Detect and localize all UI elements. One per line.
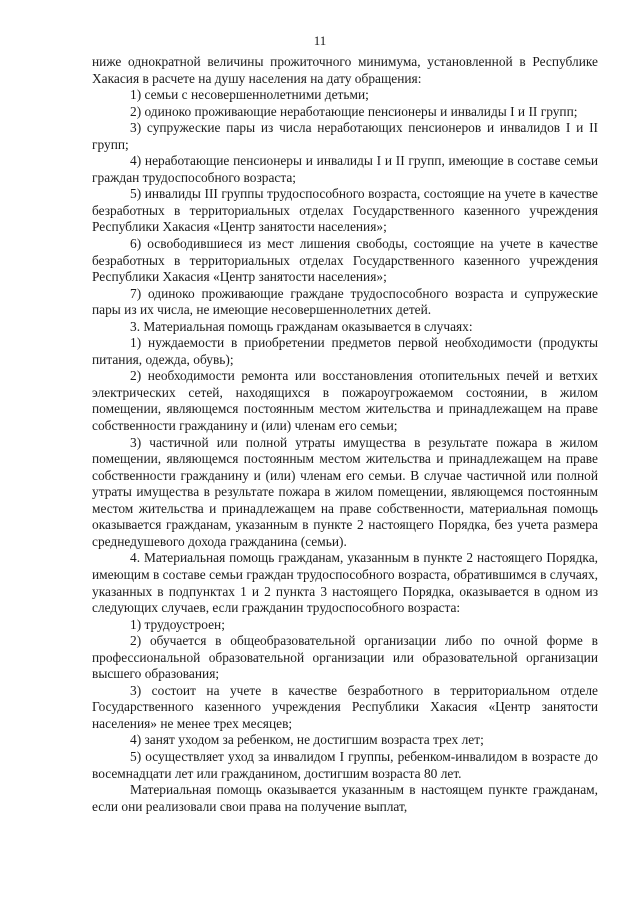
paragraph: 2) одиноко проживающие неработающие пенсионеры и инвалиды I и II групп;: [130, 103, 578, 119]
paragraph: 4. Материальная помощь гражданам, указанным в пункте 2 настоящего Порядка, имеющим в составе семьи граждан трудоспособного возраста, обратившимся в случаях, указанных в подпунктах 1 и 2 пункта 3 настоящего Порядка, оказывается в одном из следующих случаев, если гражданин трудоспособного возраста:: [92, 550, 598, 616]
paragraph: 5) осуществляет уход за инвалидом I группы, ребенком-инвалидом в возрасте до восемнадцати лет или гражданином, достигшим возраста 80 лет.: [92, 748, 598, 781]
paragraph: 3. Материальная помощь гражданам оказывается в случаях:: [130, 318, 473, 334]
document-body: [92, 54, 598, 815]
paragraph: ниже однократной величины прожиточного минимума, установленной в Республике Хакасия в расчете на душу населения на дату обращения:: [92, 54, 598, 86]
page-number: 11: [313, 33, 327, 48]
paragraph: 4) неработающие пенсионеры и инвалиды I и II групп, имеющие в составе семьи граждан трудоспособного возраста;: [92, 153, 598, 185]
paragraph: 2) обучается в общеобразовательной организации либо по очной форме в профессиональной образовательной организации или образовательной организации высшего образования;: [92, 633, 598, 682]
paragraph: 2) необходимости ремонта или восстановления отопительных печей и ветхих электрических сетей, находящихся в пожароугрожаемом состоянии, в жилом помещении, являющемся постоянным местом жительства и принадлежащем на праве собственности гражданину и (или) членам его семьи;: [92, 368, 598, 434]
paragraph: 7) одиноко проживающие граждане трудоспособного возраста и супружеские пары из их числа, не имеющие несовершеннолетних детей.: [92, 285, 598, 318]
paragraph: 4) занят уходом за ребенком, не достигшим возраста трех лет;: [130, 732, 484, 748]
paragraph: 1) трудоустроен;: [130, 616, 225, 632]
paragraph: 1) нуждаемости в приобретении предметов первой необходимости (продукты питания, одежда, обувь);: [92, 335, 598, 367]
paragraph: 3) частичной или полной утраты имущества в результате пожара в жилом помещении, являющемся постоянным местом жительства и принадлежащем на праве собственности гражданину и (или) членам его семьи. В случае частичной или полной утраты имущества в результате пожара в жилом помещении, являющемся постоянным местом жительства и принадлежащем на праве собственности, материальная помощь оказывается гражданам, указанным в пункте 2 настоящего Порядка, без учета размера среднедушевого дохода гражданина (семьи).: [92, 434, 598, 549]
paragraph: 3) супружеские пары из числа неработающих пенсионеров и инвалидов I и II групп;: [92, 120, 598, 152]
paragraph: Материальная помощь оказывается указанным в настоящем пункте гражданам, если они реализовали свои права на получение выплат,: [92, 782, 598, 814]
paragraph: 6) освободившиеся из мест лишения свободы, состоящие на учете в качестве безработных в территориальных отделах Государственного казенного учреждения Республики Хакасия «Центр занятости населения»;: [92, 236, 598, 285]
paragraph: 5) инвалиды III группы трудоспособного возраста, состоящие на учете в качестве безработных в территориальных отделах Государственного казенного учреждения Республики Хакасия «Центр занятости населения»;: [92, 186, 598, 235]
paragraph: 1) семьи с несовершеннолетними детьми;: [130, 87, 369, 103]
paragraph: 3) состоит на учете в качестве безработного в территориальном отделе Государственного казенного учреждения Республики Хакасия «Центр занятости населения» не менее трех месяцев;: [92, 682, 598, 731]
